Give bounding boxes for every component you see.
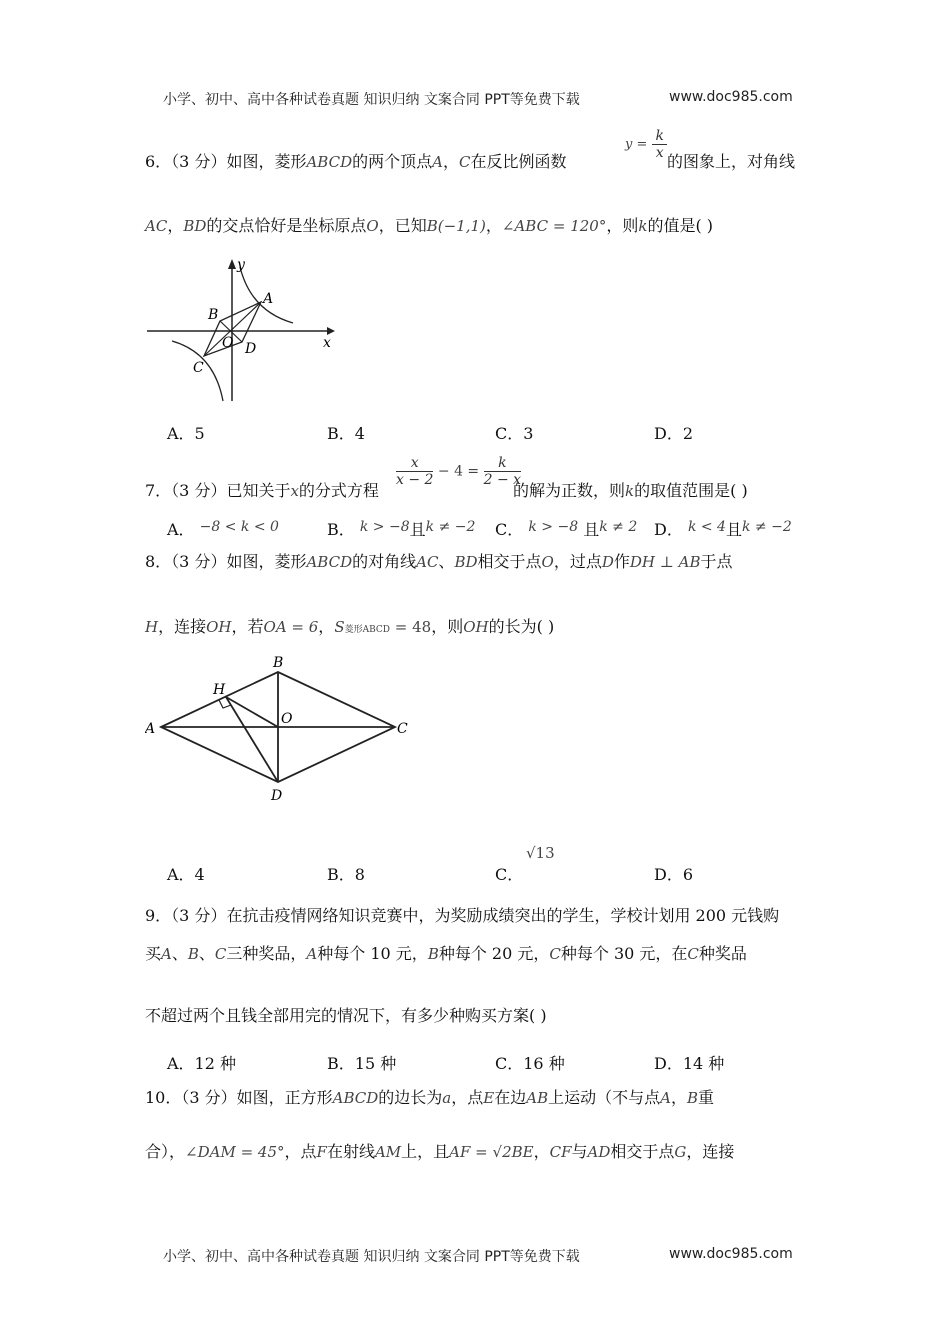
math-a: A <box>432 153 443 171</box>
option-value: −8 < k < 0 <box>199 519 279 535</box>
q10-text: 上，且 <box>401 1142 450 1161</box>
q8-option-d[interactable]: D．6 <box>654 865 694 884</box>
option-value: k > −8 <box>528 519 579 535</box>
math-oh: OH <box>206 618 232 636</box>
math-a: A <box>161 945 172 963</box>
q6-text: ， <box>442 152 459 171</box>
math-ac: AC <box>145 217 168 235</box>
q8-text: 于点 <box>700 552 733 571</box>
q6-line2 <box>145 216 713 236</box>
q6-line1-end: 的图象上，对角线 <box>667 152 796 171</box>
q6-text: 的值是 <box>647 216 696 235</box>
q8-option-c[interactable]: C． <box>495 865 524 884</box>
option-text: 且 <box>583 520 600 539</box>
answer-paren: ( ) <box>536 617 555 636</box>
option-text: 且 <box>725 520 742 539</box>
math-b: B <box>427 945 439 963</box>
q8-text: 的长为 <box>488 617 537 636</box>
label-c: C <box>193 360 204 376</box>
q8-text: 的对角线 <box>352 552 417 571</box>
math-x: x <box>290 482 299 500</box>
math-o: O <box>366 217 379 235</box>
area-val: = 48 <box>394 618 432 636</box>
q7-text: 7．（3 分）已知关于 <box>145 481 291 500</box>
q6-figure <box>145 255 345 405</box>
label-b: B <box>273 655 284 671</box>
q10-text: ，连接 <box>686 1142 735 1161</box>
q6-option-b[interactable]: B．4 <box>327 424 365 443</box>
math-c: C <box>214 945 227 963</box>
option-label: B． <box>327 520 355 539</box>
q9-line3 <box>145 1006 547 1026</box>
math-e: E <box>483 1089 495 1107</box>
math-h: H <box>145 618 159 636</box>
q9-text: 种每个 30 元，在 <box>560 944 688 963</box>
q6-text: 6．（3 分）如图，菱形 <box>145 152 307 171</box>
q9-option-c[interactable]: C．16 种 <box>495 1054 565 1073</box>
math-b: B <box>686 1089 698 1107</box>
q6-line1 <box>145 152 566 172</box>
math-angle: ∠ABC = 120° <box>501 217 607 235</box>
q6-text: 的交点恰好是坐标原点 <box>206 216 367 235</box>
footer-url[interactable]: www.doc985.com <box>669 1246 793 1262</box>
math-cf: CF <box>549 1143 572 1161</box>
q8-line1 <box>145 552 733 572</box>
math-b: B <box>187 945 199 963</box>
q10-text: 上运动（不与点 <box>548 1088 661 1107</box>
q7-text: 的解为正数，则 <box>513 481 626 500</box>
area-s: S <box>334 618 345 636</box>
q8-text: 相交于点 <box>477 552 542 571</box>
answer-paren: ( ) <box>730 481 748 500</box>
q8-option-a[interactable]: A．4 <box>167 865 205 884</box>
q8-figure <box>145 652 415 804</box>
area-sub: 菱形ABCD <box>344 625 390 635</box>
q10-text: 相交于点 <box>610 1142 675 1161</box>
q9-option-b[interactable]: B．15 种 <box>327 1054 397 1073</box>
q6-option-c[interactable]: C．3 <box>495 424 534 443</box>
q9-text: 不超过两个且钱全部用完的情况下，有多少种购买方案 <box>145 1006 530 1025</box>
q9-option-d[interactable]: D．14 种 <box>654 1054 725 1073</box>
label-d: D <box>245 341 257 357</box>
q6-text: 的两个顶点 <box>352 152 433 171</box>
q7-line1 <box>145 481 379 501</box>
math-ac: AC <box>416 553 439 571</box>
answer-paren: ( ) <box>695 216 714 235</box>
math-c: C <box>458 153 471 171</box>
q8-text: ， <box>318 617 335 636</box>
q8-text: ，则 <box>431 617 464 636</box>
q10-text: ，点 <box>284 1142 317 1161</box>
label-x: x <box>323 335 331 351</box>
segment-oh <box>226 697 278 727</box>
q8-text: ，连接 <box>158 617 207 636</box>
q7-option-b[interactable] <box>327 517 475 540</box>
math-a: A <box>306 945 318 963</box>
math-af: AF = √2BE <box>449 1143 534 1161</box>
eq-den2: 2 − x <box>483 472 522 488</box>
option-label: D． <box>654 520 683 539</box>
q6-text: ，则 <box>606 216 639 235</box>
math-d: D <box>601 553 614 571</box>
q10-text: ， <box>533 1142 550 1161</box>
math-o: O <box>541 553 554 571</box>
q9-line1: 9．（3 分）在抗击疫情网络知识竞赛中，为奖励成绩突出的学生，学校计划用 200 元钱购 <box>145 906 780 925</box>
option-value: k ≠ −2 <box>741 519 792 535</box>
eq-den1: x − 2 <box>396 472 434 488</box>
math-c: C <box>687 945 699 963</box>
q7-text: 的分式方程 <box>298 481 379 500</box>
q9-text: 种奖品 <box>698 944 747 963</box>
math-angle: ∠DAM = 45° <box>185 1143 285 1161</box>
math-a: a <box>442 1089 452 1107</box>
label-o: O <box>281 711 293 727</box>
math-g: G <box>674 1143 687 1161</box>
math-b-point: B(−1,1) <box>426 217 486 235</box>
q8-text: ，若 <box>231 617 264 636</box>
q8-text: 8．（3 分）如图，菱形 <box>145 552 307 571</box>
q8-text: ，过点 <box>553 552 602 571</box>
math-ab: AB <box>526 1089 549 1107</box>
option-text: 且 <box>409 520 426 539</box>
header-url[interactable]: www.doc985.com <box>669 89 793 105</box>
math-abcd: ABCD <box>332 1089 379 1107</box>
math-oh: OH <box>463 618 489 636</box>
q9-option-a[interactable]: A．12 种 <box>167 1054 237 1073</box>
option-value: k ≠ 2 <box>599 519 638 535</box>
option-value: k ≠ −2 <box>425 519 476 535</box>
q10-text: ，点 <box>451 1088 484 1107</box>
y-axis-arrow <box>228 259 236 269</box>
q9-text: 三种奖品， <box>226 944 307 963</box>
q10-text: 与 <box>571 1142 588 1161</box>
q7-line1-end <box>513 481 748 501</box>
q7-option-c[interactable] <box>495 517 637 540</box>
q8-text: 、 <box>438 552 455 571</box>
math-c: C <box>549 945 561 963</box>
eq-num2: k <box>484 455 521 472</box>
q6-text: ， <box>485 216 502 235</box>
q10-text: 10．（3 分）如图，正方形 <box>145 1088 333 1107</box>
q10-text: 在边 <box>494 1088 527 1107</box>
func-frac <box>652 128 666 161</box>
math-ad: AD <box>587 1143 611 1161</box>
option-value: k > −8 <box>359 519 410 535</box>
q9-text: 种每个 10 元， <box>317 944 428 963</box>
option-value: k < 4 <box>687 519 726 535</box>
q6-text: ， <box>167 216 184 235</box>
q10-text: ， <box>670 1088 687 1107</box>
func-num: k <box>652 128 666 145</box>
q8-line2 <box>145 617 554 640</box>
q7-text: 的取值范围是 <box>634 481 731 500</box>
label-a: A <box>263 291 274 307</box>
q8-text: 作 <box>613 552 630 571</box>
answer-paren: ( ) <box>529 1006 547 1025</box>
math-dh-perp: DH ⊥ AB <box>629 553 701 571</box>
math-abcd: ABCD <box>306 553 353 571</box>
q9-text: 买 <box>145 944 162 963</box>
label-y: y <box>237 257 245 273</box>
label-h: H <box>213 682 226 698</box>
q6-text: 在反比例函数 <box>470 152 567 171</box>
q8-option-b[interactable]: B．8 <box>327 865 365 884</box>
q6-option-a[interactable]: A．5 <box>167 424 205 443</box>
q7-option-d[interactable] <box>654 517 792 540</box>
math-k: k <box>625 482 635 500</box>
func-y: y = <box>625 137 648 152</box>
math-oa: OA = 6 <box>263 618 319 636</box>
header-left: 小学、初中、高中各种试卷真题 知识归纳 文案合同 PPT等免费下载 <box>163 92 580 108</box>
math-f: F <box>316 1143 327 1161</box>
q9-text: 、 <box>198 944 215 963</box>
option-label: A． <box>167 520 195 539</box>
math-a: A <box>660 1089 671 1107</box>
q7-equation <box>396 455 521 488</box>
q10-line2 <box>145 1142 734 1162</box>
math-am: AM <box>374 1143 402 1161</box>
eq-frac1 <box>396 455 433 488</box>
math-k: k <box>638 217 648 235</box>
q10-text: 的边长为 <box>378 1088 443 1107</box>
q9-text: 种每个 20 元， <box>438 944 550 963</box>
q6-text: ，已知 <box>378 216 427 235</box>
math-bd: BD <box>454 553 478 571</box>
q7-option-a[interactable] <box>167 517 279 540</box>
eq-mid: − 4 = <box>437 463 480 480</box>
q10-text: 合）， <box>145 1142 186 1161</box>
x-axis-arrow <box>327 327 335 335</box>
q10-text: 在射线 <box>326 1142 375 1161</box>
q10-line1 <box>145 1088 714 1108</box>
func-den: x <box>655 145 664 161</box>
q6-option-d[interactable]: D．2 <box>654 424 694 443</box>
q9-text: 、 <box>171 944 188 963</box>
eq-num1: x <box>396 455 433 472</box>
option-label: C． <box>495 520 524 539</box>
q10-text: 重 <box>698 1088 715 1107</box>
footer-left: 小学、初中、高中各种试卷真题 知识归纳 文案合同 PPT等免费下载 <box>163 1249 580 1265</box>
math-abcd: ABCD <box>306 153 353 171</box>
label-b: B <box>208 307 219 323</box>
label-c: C <box>397 721 408 737</box>
q9-line2 <box>145 944 747 964</box>
math-bd: BD <box>183 217 207 235</box>
label-d: D <box>271 788 283 804</box>
q6-function <box>625 128 667 161</box>
q8-option-c-value: √13 <box>526 844 555 862</box>
math-area <box>334 618 431 636</box>
label-a: A <box>145 721 156 737</box>
label-o: O <box>222 335 234 351</box>
